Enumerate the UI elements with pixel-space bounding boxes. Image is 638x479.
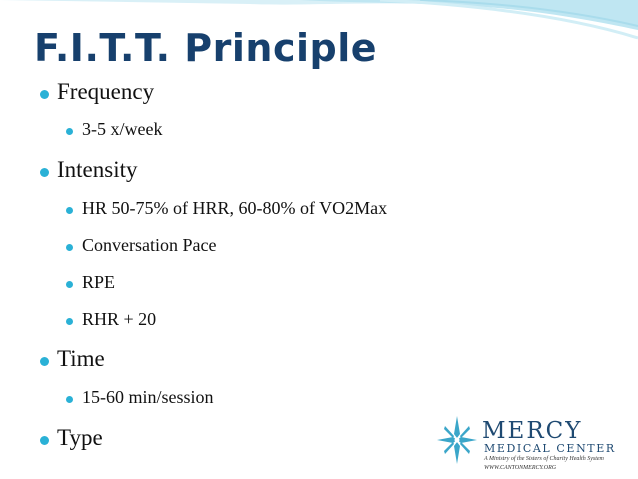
bullet-dot-icon (66, 128, 73, 135)
sub-bullet-label: RPE (82, 272, 116, 292)
bullet-label: Intensity (57, 157, 138, 182)
bullet-dot-icon (66, 244, 73, 251)
bullet-dot-icon (66, 396, 73, 403)
bullet-dot-icon (40, 168, 49, 177)
bullet-label: Frequency (57, 79, 155, 104)
bullet-label: Type (57, 425, 103, 450)
bullet-dot-icon (66, 318, 73, 325)
mercy-medical-center-logo (436, 414, 626, 476)
sub-bullet-label: 3-5 x/week (82, 119, 163, 139)
bullet-dot-icon (40, 357, 49, 366)
star-cross-icon (436, 414, 478, 466)
logo-tagline: A Ministry of the Sisters of Charity Health System (484, 456, 604, 462)
bullet-label: Time (57, 346, 105, 371)
bullet-dot-icon (40, 436, 49, 445)
sub-bullet-label: RHR + 20 (82, 309, 157, 329)
logo-name: MERCY (482, 418, 583, 444)
logo-subtitle: MEDICAL CENTER (484, 442, 616, 455)
bullet-dot-icon (40, 90, 49, 99)
bullet-dot-icon (66, 281, 73, 288)
logo-url: WWW.CANTONMERCY.ORG (484, 465, 557, 471)
sub-bullet-label: 15-60 min/session (82, 387, 214, 407)
slide-title: F.I.T.T. Principle (34, 26, 378, 70)
bullet-dot-icon (66, 207, 73, 214)
sub-bullet-label: HR 50-75% of HRR, 60-80% of VO2Max (82, 198, 388, 218)
sub-bullet-label: Conversation Pace (82, 235, 217, 255)
